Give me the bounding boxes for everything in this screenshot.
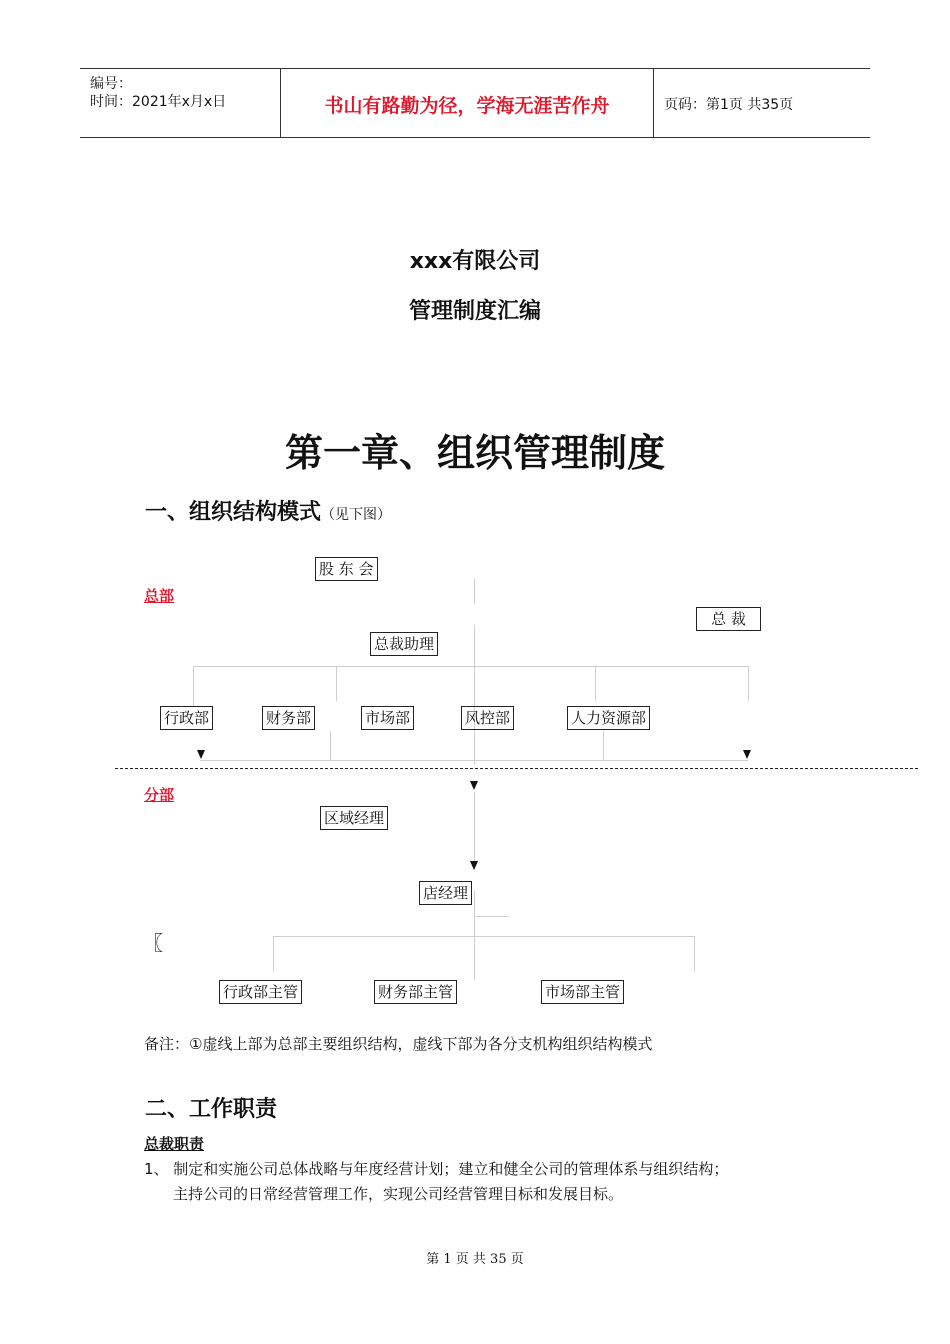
page-footer: 第 1 页 共 35 页 (426, 1252, 524, 1267)
connector-line (603, 731, 604, 761)
hq-branch-divider (115, 768, 918, 769)
chapter-title: 第一章、组织管理制度 (284, 431, 665, 475)
bracket-glyph: 〖 (143, 931, 163, 955)
shareholders-box: 股 东 会 (315, 557, 378, 581)
connector-line (474, 625, 475, 765)
header-table (80, 68, 870, 138)
connector-line (595, 666, 596, 701)
section2-subtitle: 总裁职责 (144, 1135, 205, 1153)
down-arrow-icon (470, 861, 478, 870)
down-arrow-icon (197, 750, 205, 759)
dept-box-finance: 财务部 (262, 706, 315, 730)
down-arrow-icon (470, 781, 478, 790)
connector-line (474, 578, 475, 604)
header-meta-cell (80, 69, 281, 137)
section1-note: （见下图） (321, 507, 392, 523)
duty-item-1-line1: 1、 制定和实施公司总体战略与年度经营计划；建立和健全公司的管理体系与组织结构； (144, 1160, 729, 1178)
duty-item-1-line2: 主持公司的日常经营管理工作，实现公司经营管理目标和发展目标。 (173, 1185, 624, 1203)
dept-box-risk: 风控部 (461, 706, 514, 730)
connector-line (694, 936, 695, 972)
connector-line (273, 936, 274, 972)
supervisor-box-marketing: 市场部主管 (541, 980, 624, 1004)
connector-line (273, 936, 694, 937)
section1-heading (145, 495, 391, 526)
connector-line (748, 666, 749, 701)
remark-text: 备注：①虚线上部为总部主要组织结构，虚线下部为各分支机构组织结构模式 (144, 1035, 653, 1053)
assistant-box: 总裁助理 (370, 632, 438, 656)
president-box: 总 裁 (696, 607, 761, 631)
hq-label: 总部 (144, 587, 175, 605)
header-page-cell (654, 69, 870, 137)
number-label: 编号： (90, 76, 132, 92)
motto: 书山有路勤为径，学海无涯苦作舟 (324, 95, 610, 117)
company-title: xxx有限公司 (409, 249, 541, 274)
dept-box-admin: 行政部 (160, 706, 213, 730)
section2-title: 二、工作职责 (145, 1097, 278, 1122)
store-manager-box: 店经理 (419, 881, 472, 905)
page-info: 页码：第1页 共35页 (664, 97, 794, 113)
connector-line (336, 666, 337, 701)
header-motto-cell (281, 69, 654, 137)
dept-box-hr: 人力资源部 (567, 706, 650, 730)
connector-line (474, 890, 475, 980)
doc-subtitle: 管理制度汇编 (408, 299, 541, 324)
connector-line (193, 666, 194, 706)
connector-line (330, 731, 331, 761)
supervisor-box-admin: 行政部主管 (219, 980, 302, 1004)
section1-title: 一、组织结构模式 (145, 500, 322, 525)
supervisor-box-finance: 财务部主管 (374, 980, 457, 1004)
connector-line (200, 760, 748, 761)
time-label: 时间：2021年x月x日 (90, 94, 227, 110)
down-arrow-icon (743, 750, 751, 759)
connector-line (474, 792, 475, 870)
branch-label: 分部 (144, 786, 175, 804)
connector-line (193, 666, 748, 667)
regional-manager-box: 区域经理 (320, 806, 388, 830)
dept-box-marketing: 市场部 (361, 706, 414, 730)
connector-line (474, 916, 509, 917)
